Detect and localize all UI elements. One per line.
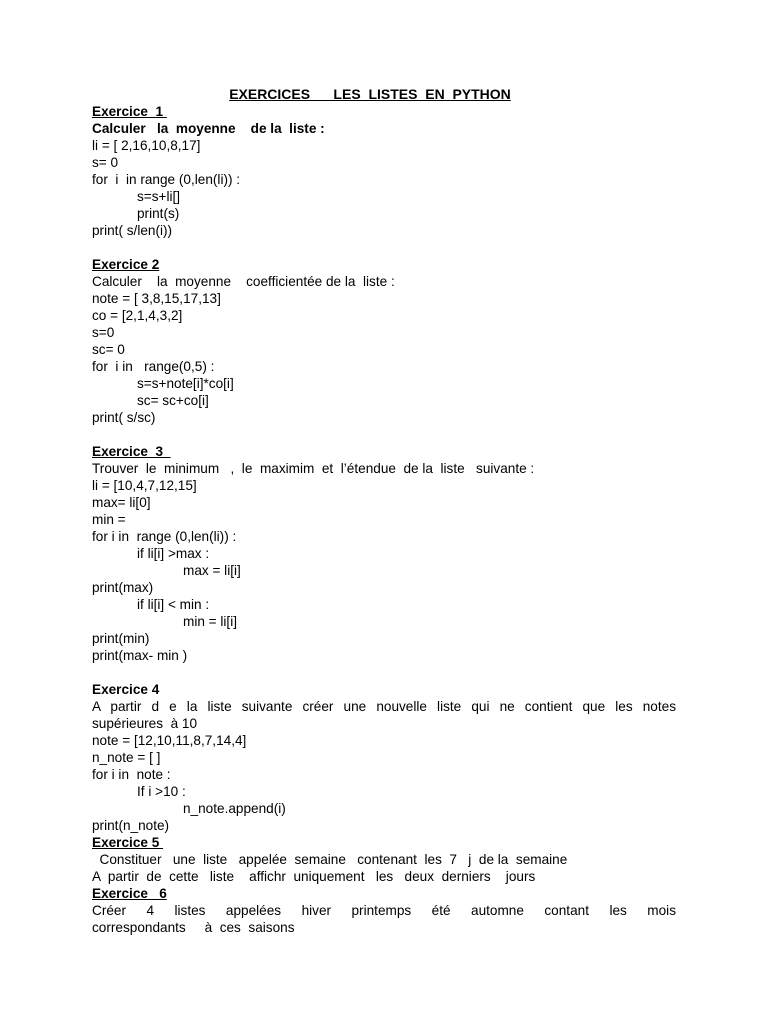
code-line: for i in range (0,len(li)) : <box>92 529 237 544</box>
code-line: for i in range(0,5) : <box>92 359 215 374</box>
code-line: print(max- min ) <box>92 648 188 663</box>
exercise-5-statement: Constituer une liste appelée semaine contenant les 7 j de la semaine <box>92 852 568 867</box>
exercise-1-subtitle: Calculer la moyenne de la liste : <box>92 121 325 136</box>
exercise-2-heading: Exercice 2 <box>92 257 160 272</box>
code-line: if li[i] >max : <box>137 546 210 561</box>
code-line: max = li[i] <box>183 563 241 578</box>
exercise-5-heading: Exercice 5 <box>92 835 164 850</box>
code-line: s= 0 <box>92 155 119 170</box>
code-line: for i in note : <box>92 767 171 782</box>
code-line: s=0 <box>92 325 115 340</box>
code-line: li = [ 2,16,10,8,17] <box>92 138 201 153</box>
blank-line <box>92 426 676 443</box>
code-line: note = [ 3,8,15,17,13] <box>92 291 221 306</box>
code-line: s=s+note[i]*co[i] <box>137 376 234 391</box>
document-title: EXERCICES LES LISTES EN PYTHON <box>229 86 511 102</box>
code-line: max= li[0] <box>92 495 151 510</box>
exercise-3-heading: Exercice 3 <box>92 444 171 459</box>
exercise-4-heading: Exercice 4 <box>92 682 160 697</box>
exercise-6-statement-cont: correspondants à ces saisons <box>92 920 295 935</box>
blank-line <box>92 239 676 256</box>
exercise-1-heading: Exercice 1 <box>92 104 167 119</box>
document-body <box>92 103 676 936</box>
code-line: print( s/sc) <box>92 410 156 425</box>
exercise-3-statement: Trouver le minimum , le maximim et l’étendue de la liste suivante : <box>92 461 535 476</box>
exercise-6-heading: Exercice 6 <box>92 886 167 901</box>
code-line: min = li[i] <box>183 614 238 629</box>
code-line: print(max) <box>92 580 154 595</box>
exercise-2-statement: Calculer la moyenne coefficientée de la liste : <box>92 274 395 289</box>
code-line: note = [12,10,11,8,7,14,4] <box>92 733 247 748</box>
code-line: li = [10,4,7,12,15] <box>92 478 197 493</box>
code-line: print( s/len(i)) <box>92 223 173 238</box>
code-line: min = <box>92 512 126 527</box>
code-line: n_note.append(i) <box>183 801 286 816</box>
code-line: if li[i] < min : <box>137 597 210 612</box>
code-line: sc= 0 <box>92 342 125 357</box>
blank-line <box>92 664 676 681</box>
exercise-4-statement: A partir d e la liste suivante créer une nouvelle liste qui ne contient que les notes <box>92 699 676 714</box>
code-line: print(s) <box>137 206 180 221</box>
exercise-4-statement-cont: supérieures à 10 <box>92 716 198 731</box>
code-line: for i in range (0,len(li)) : <box>92 172 241 187</box>
code-line: co = [2,1,4,3,2] <box>92 308 183 323</box>
code-line: sc= sc+co[i] <box>137 393 209 408</box>
exercise-5-statement-cont: A partir de cette liste affichr uniquement les deux derniers jours <box>92 869 536 884</box>
code-line: If i >10 : <box>137 784 186 799</box>
code-line: print(n_note) <box>92 818 170 833</box>
code-line: s=s+li[] <box>137 189 181 204</box>
exercise-6-statement: Créer 4 listes appelées hiver printemps été automne contant les mois <box>92 903 676 918</box>
code-line: print(min) <box>92 631 150 646</box>
code-line: n_note = [ ] <box>92 750 161 765</box>
